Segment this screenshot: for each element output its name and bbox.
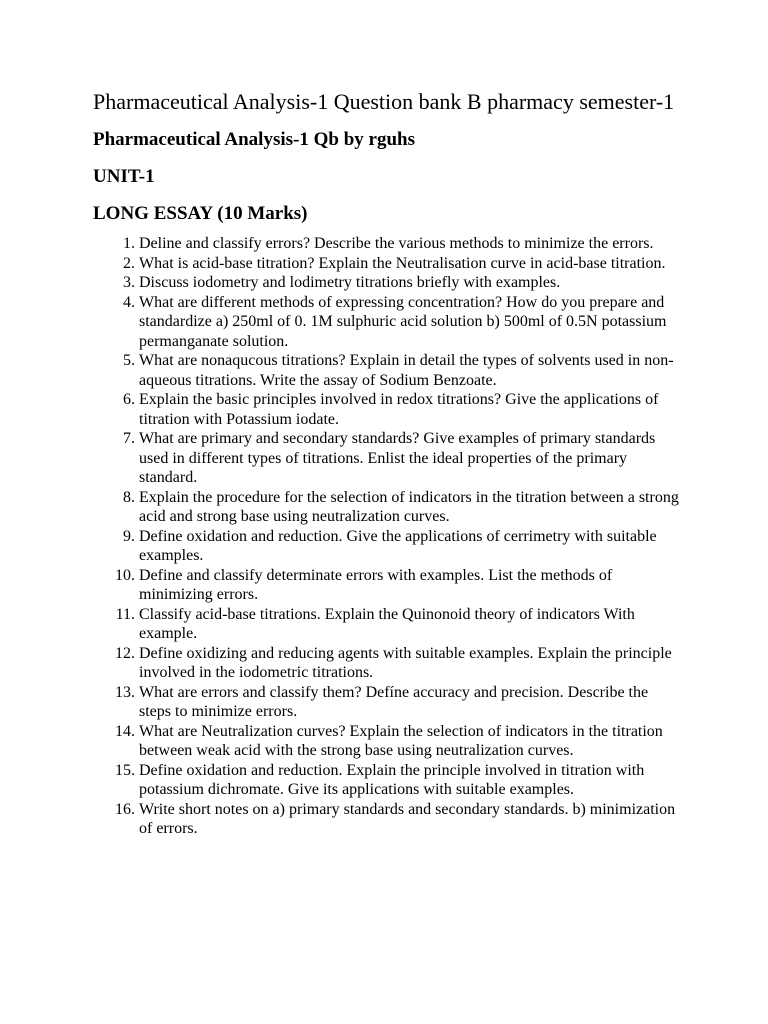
list-item-number: 15.: [115, 761, 135, 779]
list-item-number: 7.: [123, 430, 135, 447]
document-page: [93, 88, 683, 839]
list-item: [93, 390, 683, 429]
list-item: [93, 800, 683, 839]
list-item-number: 3.: [123, 274, 135, 291]
list-item-text: What are nonaqucous titrations? Explain in detail the types of solvents used in non-aqueous titrations. Write the assay of Sodium Benzoate.: [139, 352, 674, 389]
list-item-text: What is acid-base titration? Explain the Neutralisation curve in acid-base titration.: [139, 254, 666, 272]
list-item-text: What are primary and secondary standards? Give examples of primary standards used in different types of titrations. Enlist the ideal properties of the primary standard.: [139, 430, 656, 486]
list-item-number: 14.: [115, 722, 135, 740]
list-item-text: Define oxidation and reduction. Explain the principle involved in titration with potassium dichromate. Give its applications with suitable examples.: [139, 761, 645, 798]
list-item-text: Classify acid-base titrations. Explain the Quinonoid theory of indicators With example.: [139, 605, 635, 642]
list-item: [93, 527, 683, 566]
list-item-text: What are errors and classify them? Defíne accuracy and precision. Describe the steps to minimize errors.: [139, 683, 649, 720]
question-list: [93, 234, 683, 839]
document-title: Pharmaceutical Analysis-1 Question bank B pharmacy semester-1: [93, 89, 675, 114]
list-item-number: 6.: [123, 391, 135, 408]
list-item: [93, 605, 683, 644]
list-item: [93, 351, 683, 390]
list-item-number: 12.: [115, 644, 135, 662]
section-heading: LONG ESSAY (10 Marks): [93, 203, 308, 224]
list-item: [93, 429, 683, 488]
list-item-text: Define oxidation and reduction. Give the applications of cerrimetry with suitable examples.: [139, 527, 657, 564]
list-item-number: 13.: [115, 683, 135, 701]
list-item: [93, 722, 683, 761]
list-item-number: 2.: [123, 254, 135, 272]
list-item: [93, 273, 683, 293]
list-item: [93, 293, 683, 352]
list-item: [93, 644, 683, 683]
list-item: [93, 234, 683, 254]
list-item-number: 11.: [115, 605, 135, 623]
document-subtitle: Pharmaceutical Analysis-1 Qb by rguhs: [93, 129, 415, 150]
list-item-number: 5.: [123, 352, 135, 369]
list-item: [93, 761, 683, 800]
list-item-number: 16.: [115, 800, 135, 818]
list-item-number: 1.: [123, 235, 135, 252]
list-item-text: Explain the procedure for the selection of indicators in the titration between a strong acid and strong base using neutralization curves.: [139, 488, 679, 525]
list-item-number: 10.: [115, 566, 135, 584]
list-item: [93, 683, 683, 722]
list-item-text: Define oxidizing and reducing agents with suitable examples. Explain the principle involved in the iodometric titrations.: [139, 644, 672, 681]
list-item: [93, 254, 683, 274]
list-item: [93, 488, 683, 527]
list-item-number: 8.: [123, 488, 135, 506]
list-item-text: Define and classify determinate errors with examples. List the methods of minimizing errors.: [139, 566, 613, 603]
list-item-text: What are Neutralization curves? Explain the selection of indicators in the titration between weak acid with the strong base using neutralization curves.: [139, 722, 663, 759]
list-item-number: 4.: [123, 293, 135, 311]
list-item: [93, 566, 683, 605]
list-item-text: Deline and classify errors? Describe the various methods to minimize the errors.: [139, 235, 654, 252]
list-item-number: 9.: [123, 527, 135, 545]
unit-heading: UNIT-1: [93, 166, 155, 187]
list-item-text: Explain the basic principles involved in redox titrations? Give the applications of titration with Potassium iodate.: [139, 391, 659, 428]
list-item-text: Discuss iodometry and lodimetry titrations briefly with examples.: [139, 274, 561, 291]
list-item-text: What are different methods of expressing concentration? How do you prepare and standardize a) 250ml of 0. 1M sulphuric acid solution b) 500ml of 0.5N potassium permanganate solution.: [139, 293, 667, 350]
list-item-text: Write short notes on a) primary standards and secondary standards. b) minimization of errors.: [139, 800, 676, 837]
